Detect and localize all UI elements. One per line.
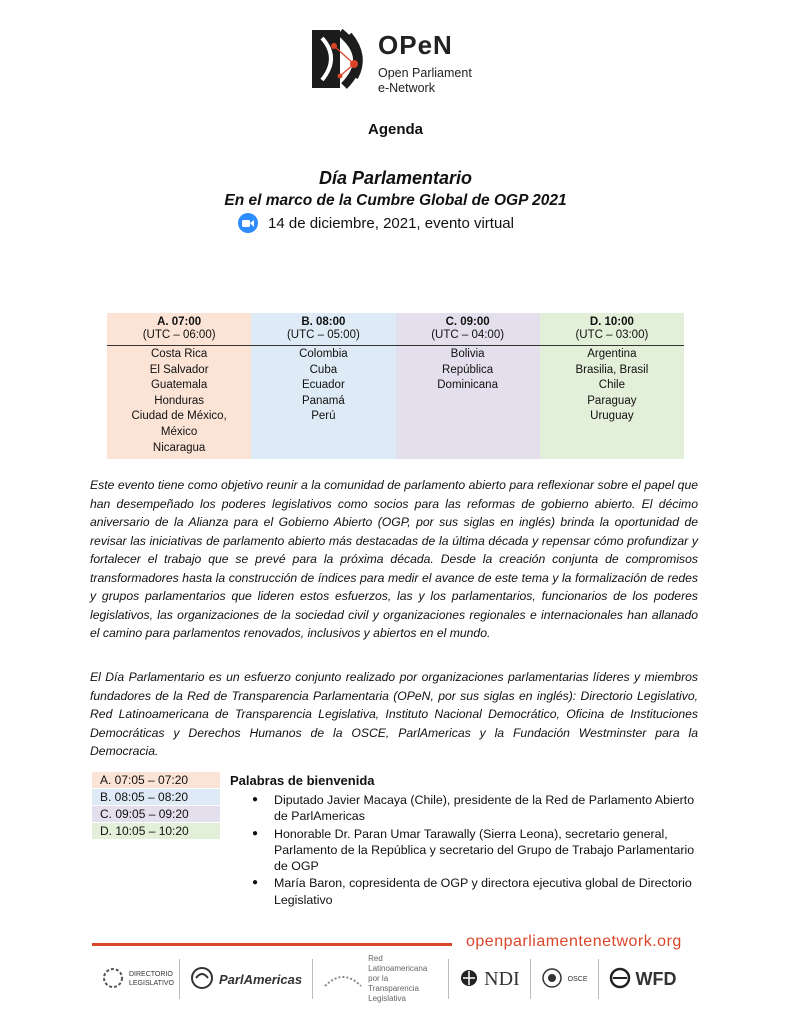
event-date-line: [238, 213, 514, 233]
session-time-slot: C. 09:05 – 09:20: [92, 806, 220, 822]
country-item: Costa Rica: [151, 348, 208, 360]
speaker-item: ● Honorable Dr. Paran Umar Tarawally (Sierra Leona), secretario general, Parlamento de la República y secretario del Grupo de Trabajo Parlamentario de OGP: [252, 826, 702, 875]
session-time-slot: D. 10:05 – 10:20: [92, 823, 220, 839]
logo-line-1: Open Parliament: [378, 66, 472, 80]
session-time-slot: B. 08:05 – 08:20: [92, 789, 220, 805]
timezone-label: B. 08:00: [301, 316, 346, 328]
country-item: Ciudad de México,: [131, 410, 227, 423]
country-list: [540, 346, 684, 425]
partner-logos: [92, 954, 712, 1003]
video-camera-icon: [238, 213, 258, 233]
timezone-label: D. 10:00: [589, 316, 634, 328]
ndi-logo: [449, 959, 531, 999]
transparencia-legislativa-icon: [323, 968, 363, 991]
country-list: [396, 346, 540, 394]
osce-odihr-icon: [541, 967, 563, 992]
country-item: México: [160, 425, 198, 438]
country-item: República: [442, 363, 494, 376]
logo-text: Red Latinoamericana por la Transparencia Legislativa: [368, 954, 428, 1003]
organizers-paragraph: El Día Parlamentario es un esfuerzo conjunto realizado por organizaciones parlamentarias líderes y miembros fundadores de la Red de Transparencia Parlamentaria (OPeN, por sus siglas en inglés): Directorio Legislativo, Red Latinoamericana de Transparencia Legislativa, Instituto Nacional Democrático, Oficina de Instituciones Democráticas y Derechos Humanos de la OSCE, ParlAmericas y la Fundación Westminster para la Democracia.: [90, 670, 698, 758]
osce-odihr-logo: [531, 959, 599, 999]
timezone-utc: (UTC – 06:00): [107, 329, 251, 346]
parlamericas-icon: [190, 966, 214, 993]
country-item: Guatemala: [150, 379, 208, 392]
timezone-utc: (UTC – 05:00): [251, 329, 395, 346]
directorio-legislativo-logo: [92, 959, 180, 999]
open-logo: [310, 28, 490, 98]
country-item: Chile: [598, 379, 625, 392]
website-link[interactable]: openparliamentenetwork.org: [466, 933, 682, 950]
logo-text: WFD: [635, 968, 677, 989]
parlamericas-logo: [180, 959, 313, 999]
country-item: El Salvador: [149, 363, 209, 376]
timezone-table: [107, 313, 684, 459]
timezone-utc: (UTC – 03:00): [540, 329, 684, 346]
speaker-item: ● Diputado Javier Macaya (Chile), presidente de la Red de Parlamento Abierto de ParlAmericas: [252, 792, 702, 825]
timezone-column: [396, 313, 540, 459]
logo-wordmark: OPeN: [378, 30, 453, 60]
logo-text: NDI: [484, 967, 520, 990]
session-title: Palabras de bienvenida: [230, 773, 375, 788]
logo-text: OSCE: [567, 975, 588, 983]
country-item: Paraguay: [587, 394, 637, 407]
timezone-label: A. 07:00: [157, 316, 202, 328]
country-item: Dominicana: [437, 379, 498, 392]
open-network-emblem-icon: [310, 28, 374, 90]
ndi-icon: [459, 968, 479, 991]
country-item: Honduras: [154, 394, 205, 407]
wfd-logo: [599, 959, 687, 999]
logo-line-2: e-Network: [378, 81, 435, 95]
timezone-column: [540, 313, 684, 459]
logo-text: DIRECTORIO LEGISLATIVO: [129, 971, 174, 987]
country-item: Ecuador: [301, 379, 345, 392]
event-date: 14 de diciembre, 2021, evento virtual: [268, 214, 514, 232]
event-subtitle: En el marco de la Cumbre Global de OGP 2021: [224, 192, 567, 209]
country-list: [251, 346, 395, 425]
country-item: Colombia: [299, 348, 348, 360]
speaker-list: [252, 792, 702, 909]
country-item: Bolivia: [450, 348, 485, 360]
agenda-heading: Agenda: [367, 121, 423, 138]
country-item: Panamá: [301, 394, 345, 407]
country-list: [107, 346, 251, 456]
timezone-label: C. 09:00: [445, 316, 490, 328]
timezone-column: [251, 313, 395, 459]
country-item: Cuba: [309, 363, 338, 376]
logo-text: ParlAmericas: [219, 971, 303, 987]
footer-divider: [92, 943, 452, 946]
timezone-utc: (UTC – 04:00): [396, 329, 540, 346]
event-title: Día Parlamentario: [318, 168, 473, 188]
country-item: Perú: [311, 410, 336, 423]
intro-paragraph: Este evento tiene como objetivo reunir a la comunidad de parlamento abierto para reflexionar sobre el papel que han desempeñado los poderes legislativos como socios para las reformas de gobierno abierto. El décimo aniversario de la Alianza para el Gobierno Abierto (OGP, por sus siglas en inglés) brinda la oportunidad de revisar las iniciativas de parlamento abierto más destacadas de la última década y repensar cómo profundizar y fortalecer el trabajo que se prevé para la próxima década. Desde la creación conjunta de compromisos transformadores hasta la construcción de índices para medir el avance de este tema y la formalización de redes y grupos parlamentarios que lideren estos esfuerzos, las y los parlamentarios, funcionarios de los poderes legislativos, las organizaciones de la sociedad civil y organizaciones regionales e internacionales han allanado el camino para parlamentos renovados, inclusivos y abiertos en el mundo.: [90, 478, 698, 640]
country-item: Argentina: [587, 348, 637, 360]
country-item: Brasilia, Brasil: [575, 363, 649, 376]
country-item: Uruguay: [590, 410, 634, 423]
country-item: Nicaragua: [152, 441, 206, 454]
speaker-item: ● María Baron, copresidenta de OGP y directora ejecutiva global de Directorio Legislativo: [252, 875, 702, 908]
timezone-column: [107, 313, 251, 459]
session-time-slot: A. 07:05 – 07:20: [92, 772, 220, 788]
transparencia-legislativa-logo: [313, 954, 449, 1003]
session-times: [92, 772, 220, 840]
directorio-legislativo-icon: [102, 967, 124, 992]
wfd-icon: [609, 967, 631, 992]
